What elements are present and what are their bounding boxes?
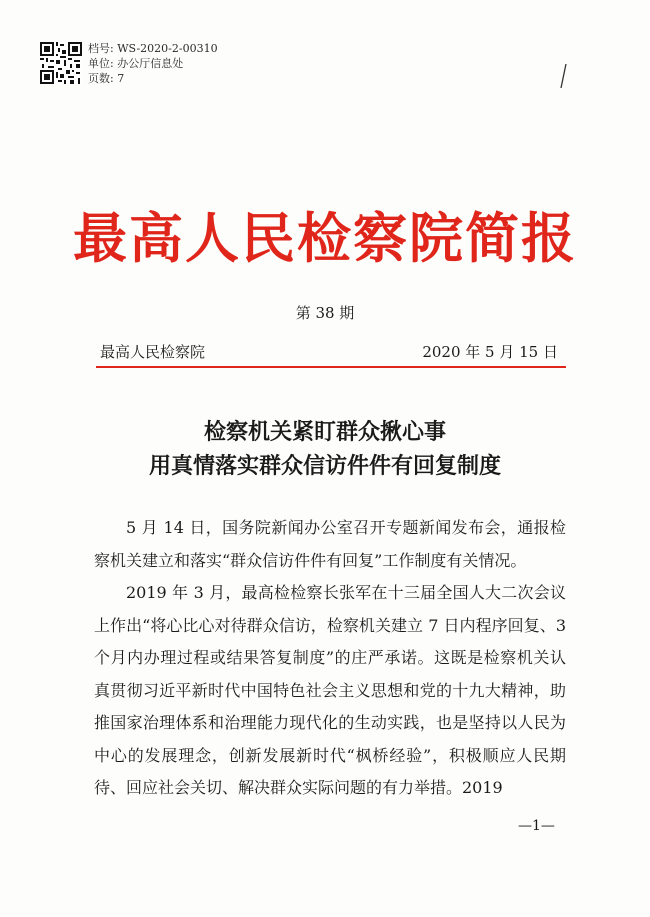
headline-line-2: 用真情落实群众信访件件有回复制度 (148, 453, 501, 479)
red-divider (96, 366, 566, 368)
file-number-row (88, 41, 218, 56)
unit-value: 办公厅信息处 (117, 57, 184, 70)
article-body (94, 512, 566, 805)
document-meta (88, 41, 218, 86)
article-headline (0, 415, 650, 483)
publish-date: 2020 年 5 月 15 日 (422, 343, 558, 361)
page-count-value: 7 (117, 72, 125, 85)
publisher-row (100, 341, 558, 363)
file-number-value: WS-2020-2-00310 (117, 42, 218, 55)
pen-stroke-mark (557, 62, 569, 90)
body-paragraph-1: 5 月 14 日，国务院新闻办公室召开专题新闻发布会，通报检察机关建立和落实“群众信访件件有回复”工作制度有关情况。 (94, 518, 566, 570)
page-number: —1— (518, 818, 555, 834)
body-paragraph-2: 2019 年 3 月，最高检检察长张军在十三届全国人大二次会议上作出“将心比心对待群众信访，检察机关建立 7 日内程序回复、3 个月内办理过程或结果答复制度”的庄严承诺。这既是检察机关认真贯彻习近平新时代中国特色社会主义思想和党的十九大精神，助推国家治理体系和治理能力现代化的生动实践，也是坚持以人民为中心的发展理念，创新发展新时代“枫桥经验”，积极顺应人民期待、回应社会关切、解决群众实际问题的有力举措。2019 (94, 583, 566, 797)
issue-number: 第 38 期 (295, 304, 355, 322)
page-count-label: 页数: (88, 72, 114, 85)
page-count-row (88, 71, 218, 86)
qr-code-icon (40, 42, 82, 84)
masthead-title: 最高人民检察院简报 (73, 206, 577, 270)
unit-label: 单位: (88, 57, 114, 70)
file-number-label: 档号: (88, 42, 114, 55)
publisher-name: 最高人民检察院 (100, 343, 206, 361)
unit-row (88, 56, 218, 71)
headline-line-1: 检察机关紧盯群众揪心事 (203, 419, 446, 445)
